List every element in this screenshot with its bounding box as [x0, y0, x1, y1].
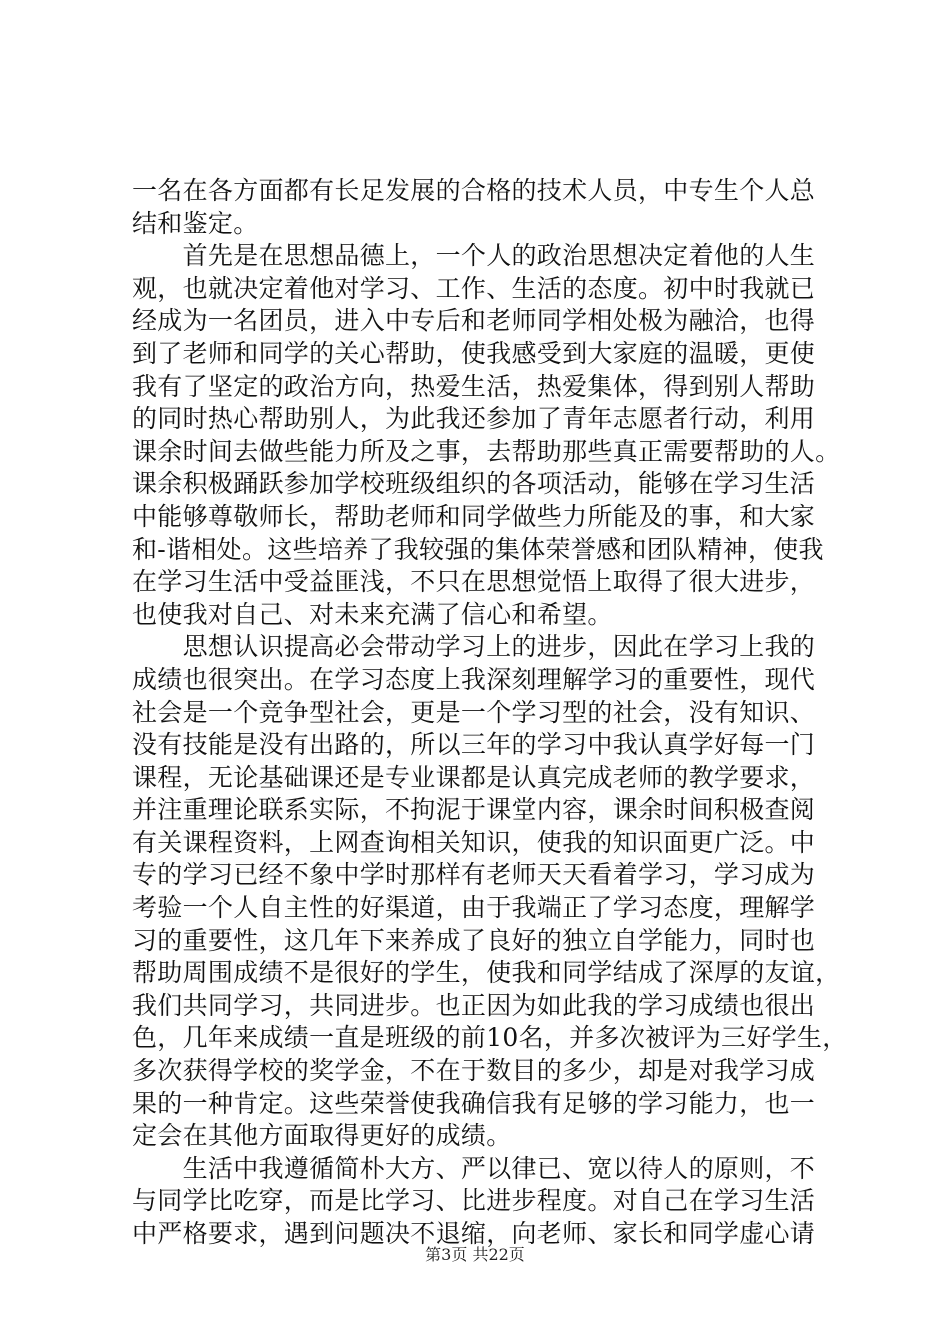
- text-line: 我有了坚定的政治方向，热爱生活，热爱集体，得到别人帮助: [132, 371, 816, 401]
- text-line: 和-谐相处。这些培养了我较强的集体荣誉感和团队精神，使我: [132, 534, 824, 564]
- text-line: 多次获得学校的奖学金，不在于数目的多少，却是对我学习成: [132, 1056, 816, 1086]
- text-line: 一名在各方面都有长足发展的合格的技术人员，中专生个人总: [132, 176, 816, 205]
- text-line: 与同学比吃穿，而是比学习、比进步程度。对自己在学习生活: [132, 1186, 816, 1216]
- text-line: 经成为一名团员，进入中专后和老师同学相处极为融洽，也得: [132, 306, 816, 336]
- text-line: 的同时热心帮助别人，为此我还参加了青年志愿者行动，利用: [132, 404, 816, 434]
- text-line: 课余时间去做些能力所及之事，去帮助那些真正需要帮助的人。: [132, 436, 841, 466]
- text-line: 中严格要求，遇到问题决不退缩，向老师、家长和同学虚心请: [132, 1219, 816, 1248]
- text-line: 首先是在思想品德上，一个人的政治思想决定着他的人生: [132, 241, 816, 271]
- text-line: 社会是一个竞争型社会，更是一个学习型的社会，没有知识、: [132, 697, 816, 727]
- text-line: 果的一种肯定。这些荣誉使我确信我有足够的学习能力，也一: [132, 1088, 816, 1118]
- text-line: 生活中我遵循简朴大方、严以律已、宽以待人的原则，不: [132, 1153, 816, 1183]
- text-line: 考验一个人自主性的好渠道，由于我端正了学习态度，理解学: [132, 893, 816, 923]
- text-line: 结和鉴定。: [132, 208, 259, 238]
- text-line: 观，也就决定着他对学习、工作、生活的态度。初中时我就已: [132, 273, 816, 303]
- text-line: 并注重理论联系实际，不拘泥于课堂内容，课余时间积极查阅: [132, 795, 816, 825]
- text-line: 有关课程资料，上网查询相关知识，使我的知识面更广泛。中: [132, 827, 816, 857]
- text-line: 课余积极踊跃参加学校班级组织的各项活动，能够在学习生活: [132, 469, 816, 499]
- text-line: 成绩也很突出。在学习态度上我深刻理解学习的重要性，现代: [132, 664, 816, 694]
- text-line: 专的学习已经不象中学时那样有老师天天看着学习，学习成为: [132, 860, 816, 890]
- text-line: 在学习生活中受益匪浅，不只在思想觉悟上取得了很大进步，: [132, 567, 816, 597]
- text-line: 也使我对自己、对未来充满了信心和希望。: [132, 599, 613, 629]
- text-line: 中能够尊敬师长，帮助老师和同学做些力所能及的事，和大家: [132, 501, 816, 531]
- text-line: 没有技能是没有出路的，所以三年的学习中我认真学好每一门: [132, 730, 816, 760]
- text-line: 色，几年来成绩一直是班级的前10名，并多次被评为三好学生，: [132, 1023, 848, 1053]
- text-line: 习的重要性，这几年下来养成了良好的独立自学能力，同时也: [132, 925, 816, 955]
- text-line: 我们共同学习，共同进步。也正因为如此我的学习成绩也很出: [132, 990, 816, 1020]
- text-line: 思想认识提高必会带动学习上的进步，因此在学习上我的: [132, 632, 816, 662]
- text-line: 到了老师和同学的关心帮助，使我感受到大家庭的温暖，更使: [132, 338, 816, 368]
- text-line: 帮助周围成绩不是很好的学生，使我和同学结成了深厚的友谊，: [132, 958, 841, 988]
- body-text: [132, 175, 848, 1251]
- page-number: 第3页 共22页: [425, 1245, 525, 1264]
- text-line: 课程，无论基础课还是专业课都是认真完成老师的教学要求，: [132, 762, 816, 792]
- text-line: 定会在其他方面取得更好的成绩。: [132, 1121, 512, 1151]
